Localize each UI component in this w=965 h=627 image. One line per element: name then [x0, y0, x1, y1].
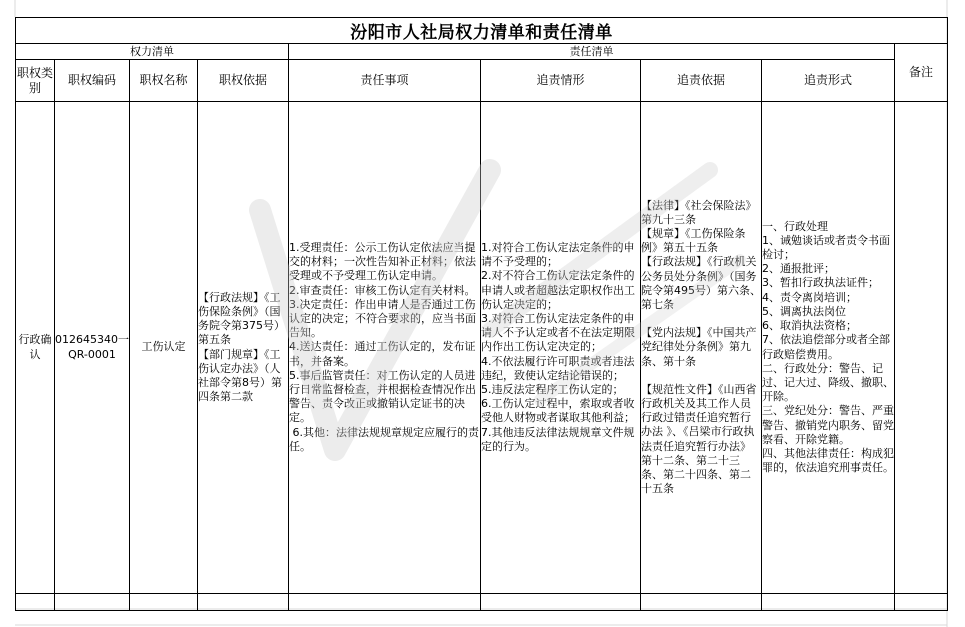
name-header: 职权名称 [130, 60, 198, 102]
accountability-form: 三、党纪处分：警告、严重警告、撤销党内职务、留党察看、开除党籍。 [762, 404, 894, 446]
empty-cell [198, 594, 289, 611]
name-cell: 工伤认定 [130, 102, 198, 594]
accountability-form: 2、通报批评； [762, 262, 835, 276]
duty-item: 4.送达责任：通过工伤认定的，发布证书，并备案。 [289, 340, 476, 368]
category-cell: 行政确认 [16, 102, 55, 594]
accountability-form: 6、取消执法资格； [762, 319, 857, 333]
accountability-case: 4.不依法履行许可职责或者违法违纪，致使认定结论错误的； [481, 354, 635, 382]
responsibility-table [15, 17, 948, 611]
paragraph-gap [641, 312, 761, 326]
accountability-form: 5、调离执法岗位 [762, 304, 846, 318]
accountability-form: 3、暂扣行政执法证件； [762, 276, 879, 290]
code-header: 职权编码 [55, 60, 130, 102]
duty-items-header: 责任事项 [289, 60, 481, 102]
accountability-cases-cell [481, 102, 641, 594]
accountability-basis-header: 追责依据 [641, 60, 762, 102]
accountability-form: 1、诫勉谈话或者责令书面检讨； [762, 233, 890, 262]
accountability-form: 二、行政处分：警告、记过、记大过、降级、撤职、开除。 [762, 361, 894, 404]
empty-cell [289, 594, 481, 611]
accountability-form: 4、责令离岗培训； [762, 290, 857, 304]
basis-line: 【部门规章】《工伤认定办法》（人社部令第8号）第四条第二款 [198, 347, 282, 404]
empty-cell [641, 594, 762, 611]
duty-item: 2.审查责任：审核工伤认定有关材料。 [289, 283, 476, 297]
empty-cell [55, 594, 130, 611]
accountability-cases-header: 追责情形 [481, 60, 641, 102]
accountability-basis-line: 【行政法规】《行政机关公务员处分条例》（国务院令第495号）第六条、第七条 [641, 255, 761, 311]
basis-line: 【行政法规】《工伤保险条例》（国务院令第375号）第五条 [198, 290, 285, 347]
accountability-form: 7、依法追偿部分或者全部行政赔偿费用。 [762, 333, 890, 361]
accountability-case: 6.工伤认定过程中，索取或者收受他人财物或者谋取其他利益； [481, 397, 635, 425]
duty-item: 6.其他：法律法规规章规定应履行的责任。 [289, 425, 479, 453]
accountability-basis-line: 【法律】《社会保险法》第九十三条 [641, 198, 757, 226]
accountability-basis-line: 【规范性文件】《山西省行政机关及其工作人员行政过错责任追究暂行办法 》、《吕梁市行政执法责任追究暂行办法》第十二条、第二十三条、第二十四条、第二十五条 [641, 382, 757, 496]
accountability-case: 1.对符合工伤认定法定条件的申请不予受理的； [481, 240, 635, 269]
paragraph-gap [641, 369, 761, 383]
accountability-basis-cell [641, 102, 762, 594]
basis-cell [198, 102, 289, 594]
code-cell: 012645340一QR-0001 [55, 102, 130, 594]
empty-cell [130, 594, 198, 611]
empty-cell [895, 594, 948, 611]
empty-row [16, 594, 948, 611]
empty-cell [481, 594, 641, 611]
duty-items-cell [289, 102, 481, 594]
accountability-case: 7.其他违反法律法规规章文件规定的行为。 [481, 425, 635, 453]
page-title: 汾阳市人社局权力清单和责任清单 [16, 18, 948, 44]
accountability-case: 3.对符合工伤认定法定条件的申请人不予认定或者不在法定期限内作出工伤认定决定的； [481, 311, 635, 354]
accountability-form: 一、行政处理 [762, 219, 828, 233]
accountability-forms-cell [762, 102, 895, 594]
accountability-form: 四、其他法律责任：构成犯罪的，依法追究刑事责任。 [762, 446, 894, 475]
power-list-group-header: 权力清单 [16, 44, 289, 60]
accountability-forms-header: 追责形式 [762, 60, 895, 102]
empty-cell [16, 594, 55, 611]
accountability-basis-line: 【党内法规】《中国共产党纪律处分条例》第九条、第十条 [641, 326, 757, 368]
table-row [16, 102, 948, 594]
duty-item: 3.决定责任：作出申请人是否通过工伤认定的决定；不符合要求的，应当书面告知。 [289, 297, 476, 340]
remarks-cell [895, 102, 948, 594]
duty-item: 1.受理责任：公示工伤认定依法应当提交的材料；一次性告知补正材料；依法受理或不予受理工伤认定申请。 [289, 240, 476, 283]
basis-header: 职权依据 [198, 60, 289, 102]
accountability-basis-line: 【规章】《工伤保险条例》第五十五条 [641, 226, 746, 255]
category-header: 职权类别 [16, 60, 55, 102]
empty-cell [762, 594, 895, 611]
duty-item: 5.事后监管责任：对工伤认定的人员进行日常监督检查，并根据检查情况作出警告、责令改正或撤销认定证书的决定。 [289, 368, 476, 425]
accountability-case: 2.对不符合工伤认定法定条件的申请人或者超越法定职权作出工伤认定决定的； [481, 269, 635, 311]
remarks-header: 备注 [895, 44, 948, 102]
accountability-case: 5.违反法定程序工伤认定的； [481, 383, 624, 396]
duty-list-group-header: 责任清单 [289, 44, 895, 60]
